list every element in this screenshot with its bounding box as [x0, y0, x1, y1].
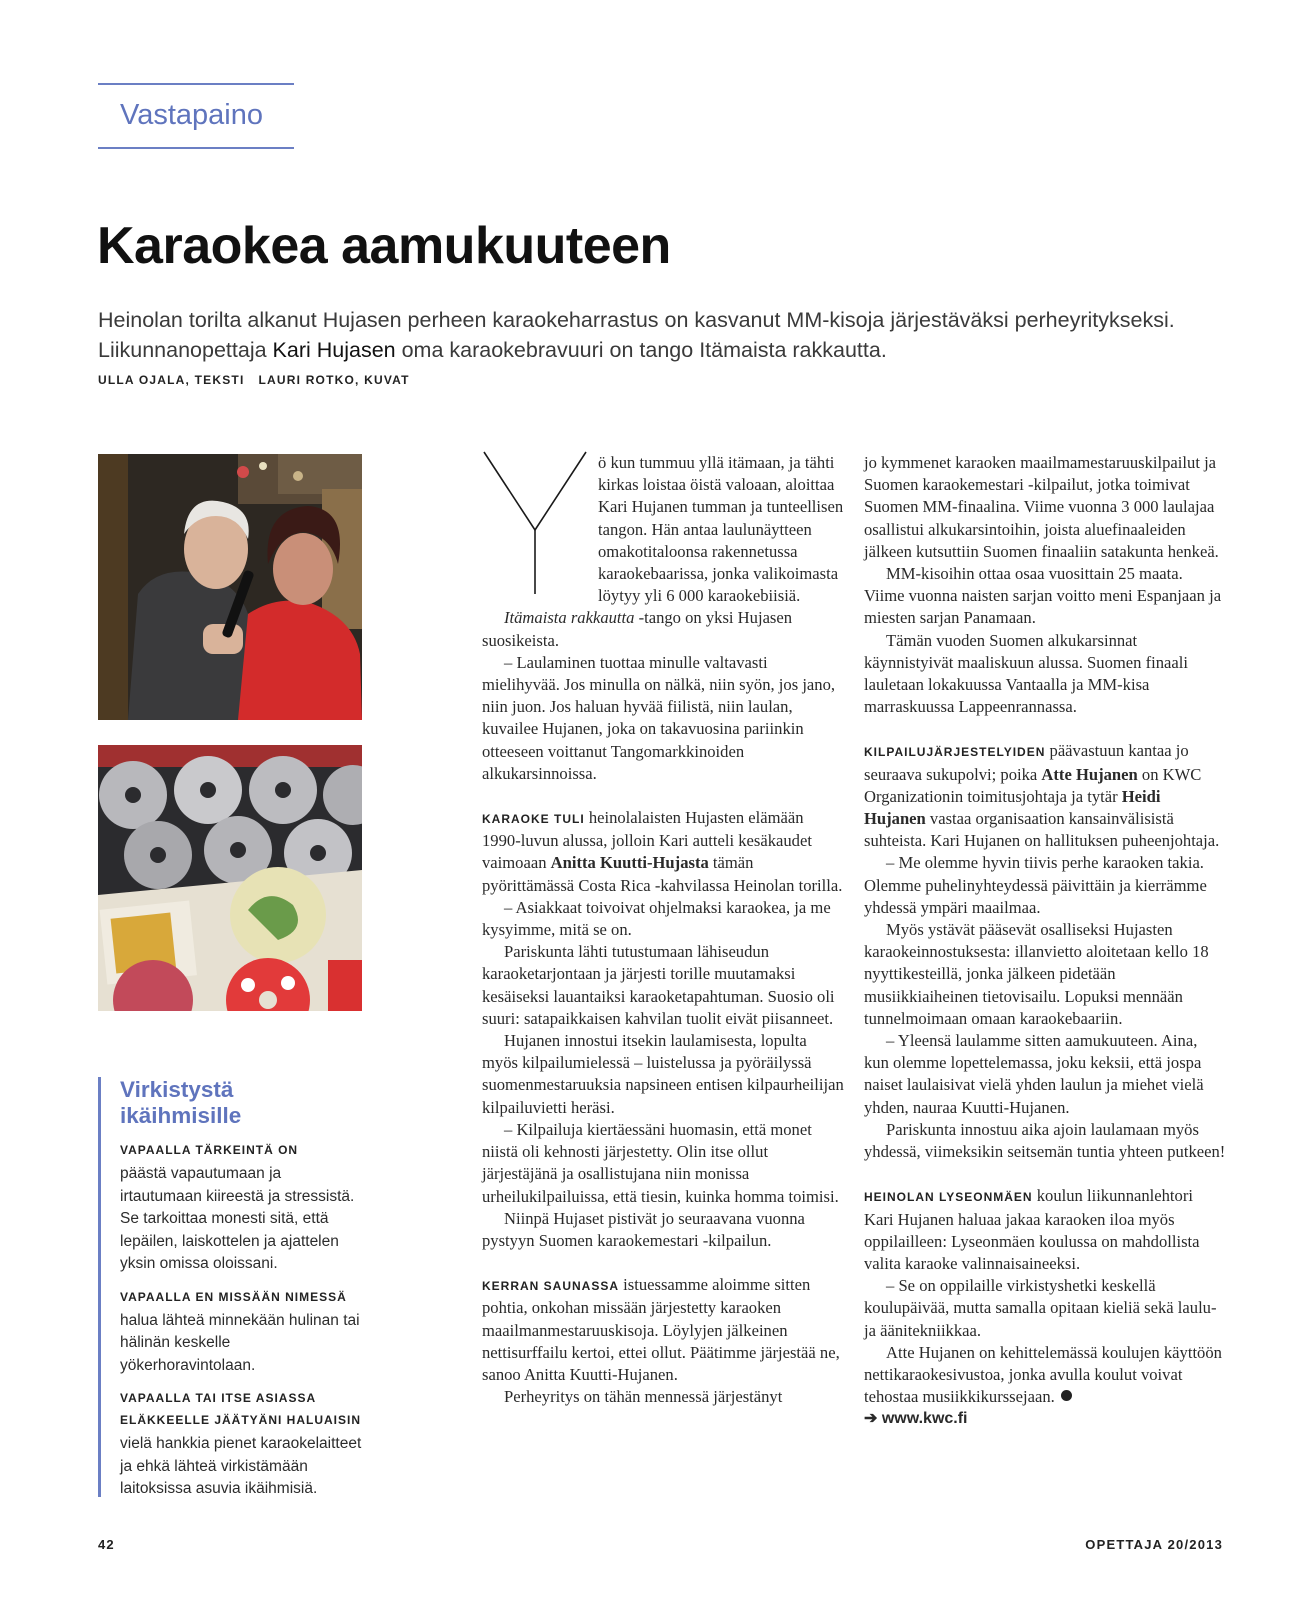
lead-paragraph	[98, 305, 1238, 365]
col2-s2-paragraph-2: – Asiakkaat toivoivat ohjelmaksi karaokea, ja me kysyimme, mitä se on.	[482, 897, 831, 940]
sidebar-question-1: VAPAALLA TÄRKEINTÄ ON	[120, 1143, 299, 1157]
sidebar-answer-3: vielä hankkia pienet karaokelaitteet ja ehkä lähteä virkistämään laitoksissa asuvia ikäihmisiä.	[120, 1435, 362, 1497]
page-number: 42	[98, 1537, 115, 1552]
col2-s2-paragraph-6: Niinpä Hujaset pistivät jo seuraavana vuonna pystyyn Suomen karaokemestari -kilpailun.	[482, 1208, 805, 1250]
col2-s3-paragraph-2: Perheyritys on tähän mennessä järjestänyt	[504, 1387, 783, 1407]
section-label: Vastapaino	[120, 99, 263, 131]
col3-s4-text-b: on KWC Organizationin toimitusjohtaja ja tytär	[864, 764, 1202, 806]
col3-s4-paragraph-5: Pariskunta innostuu aika ajoin laulamaan myös yhdessä, viimeksikin seitsemän tuntia yhteen putkeen!	[864, 1119, 1226, 1162]
col3-paragraph-3: Tämän vuoden Suomen alkukarsinnat käynnistyivät maaliskuun alussa. Suomen finaali lauletaan lokakuussa Vantaalla ja MM-kisa marraskuussa Lappeenrannassa.	[864, 630, 1188, 717]
lead-text-1: Heinolan torilta alkanut Hujasen perheen karaokeharrastus on kasvanut MM-kisoja järjestäväksi perheyritykseksi. Liikunnanopettaja	[98, 308, 1175, 362]
col3-s4-paragraph-2: – Me olemme hyvin tiivis perhe karaoken takia. Olemme puhelinyhteydessä päivittäin ja kierrämme yhdessä ympäri maailmaa.	[864, 853, 1207, 917]
sidebar-box	[98, 1077, 366, 1497]
col3-s5-paragraph-3	[864, 1342, 1226, 1409]
article-column-2	[482, 452, 844, 1408]
sidebar-answer-1: päästä vapautumaan ja irtautumaan kiireestä ja stressistä. Se tarkoittaa monesti sitä, että lepäilen, laiskottelen ja ajattelen yksin omissa oloissani.	[120, 1165, 355, 1272]
col3-s4-paragraph-4: – Yleensä laulamme sitten aamukuuteen. Aina, kun olemme lopettelemassa, joku keksii, että jospa naiset laulaisivat vielä yhden laulun ja miehet vielä yhden, nauraa Kuutti-Hujanen.	[864, 1031, 1204, 1117]
col3-s5-paragraph-3-text: Atte Hujanen on kehittelemässä koulujen käyttöön nettikaraokesivustoa, jonka avulla koulut voivat tehostaa musiikkikurssejaan.	[864, 1342, 1222, 1407]
sidebar-question-2: VAPAALLA EN MISSÄÄN NIMESSÄ	[120, 1289, 347, 1304]
col3-paragraph-1: jo kymmenet karaoken maailmamestaruuskilpailut ja Suomen karaokemestari -kilpailut, jotka toimivat Suomen MM-finaalina. Viime vuonna 3 000 laulajaa osallistui alkukarsintoihin, joista aluefinaaleiden jälkeen kutsuttiin Suomen finaaliin satakunta henkeä.	[864, 453, 1219, 561]
lead-name: Kari Hujasen	[272, 338, 396, 362]
col2-section-2	[482, 807, 844, 897]
couple-singing-illustration	[98, 454, 362, 720]
end-mark-icon	[1061, 1390, 1072, 1401]
byline-photos: LAURI ROTKO, KUVAT	[258, 373, 410, 387]
col2-s3-text: istuessamme aloimme sitten pohtia, onkohan missään järjestetty karaoken maailmanmestaruuskisoja. Löylyjen jälkeinen nettisurffailu kertoi, ettei ollut. Päätimme järjestää ne, sanoo Anitta Kuutti-Hujanen.	[482, 1275, 840, 1384]
dropcap-y	[480, 448, 590, 598]
byline-text: ULLA OJALA, TEKSTI	[98, 373, 245, 387]
col2-s2-paragraph-4: Hujanen innostui itsekin laulamisesta, lopulta myös kilpailumielessä – luistelussa ja pyöräilyssä suomenmestaruuksia napsineen entisen kilpaurheilijan kilpailuvietti heräsi.	[482, 1031, 844, 1117]
col3-s4-text-a: päävastuun kantaa jo seuraava sukupolvi; poika	[864, 741, 1189, 784]
col3-s4-paragraph-3: Myös ystävät pääsevät osalliseksi Hujasten karaokeinnostuksesta: illanvietto aloitetaan kello 18 nyyttikesteillä, jonka jälkeen pidetään musiikkiaiheinen tietovisailu. Lopuksi mennään tunnelmoimaan omaan karaokebaariin.	[864, 920, 1209, 1028]
sidebar-title-line-2: ikäihmisille	[120, 1103, 242, 1128]
sidebar-title	[120, 1077, 366, 1129]
col2-s2-name: Anitta Kuutti-Hujasta	[550, 853, 709, 873]
col2-song-title: Itämaista rakkautta	[504, 608, 635, 628]
col3-s4-name-2: Heidi Hujanen	[864, 786, 1161, 829]
col2-s2-paragraph-3: Pariskunta lähti tutustumaan lähiseudun karaoketarjontaan ja järjesti torille muutamaksi kesäiseksi lauantaiksi karaoketapahtuman. Suosio oli suuri: satapaikkaisen kahvilan tuolit eivät piisanneet.	[482, 942, 835, 1028]
sidebar-title-line-1: Virkistystä	[120, 1077, 234, 1102]
col2-s2-text-b: tämän pyörittämässä Costa Rica -kahvilassa Heinolan torilla.	[482, 853, 843, 895]
col3-s4-text-c: vastaa organisaation kansainvälisistä suhteista. Kari Hujanen on hallituksen puheenjohtaja.	[864, 809, 1220, 851]
headline: Karaokea aamukuuteen	[97, 217, 671, 275]
section-tag	[98, 83, 294, 149]
col3-paragraph-2: MM-kisoihin ottaa osaa vuosittain 25 maata. Viime vuonna naisten sarjan voitto meni Espanjaan ja miesten sarjan Panamaan.	[864, 564, 1222, 628]
col3-s4-name-1: Atte Hujanen	[1041, 764, 1138, 784]
col2-paragraph-1: ö kun tummuu yllä itämaan, ja tähti kirkas loistaa öistä valoaan, aloittaa Kari Hujanen tumman ja tunteellisen tangon. Hän antaa laulunäytteen omakotitaloonsa rakennetussa karaokebaarissa, jonka valikoimasta löytyy yli 6 000 karaokebiisiä.	[598, 453, 844, 606]
col3-section-4	[864, 740, 1226, 852]
col3-section-5	[864, 1185, 1226, 1275]
karaoke-discs-illustration	[98, 745, 362, 1011]
col2-section-3	[482, 1274, 844, 1386]
col3-lead-in-heinola: HEINOLAN LYSEONMÄEN	[864, 1190, 1033, 1205]
photo-karaoke-discs	[98, 745, 362, 1011]
sidebar-question-3: VAPAALLA TAI ITSE ASIASSA ELÄKKEELLE JÄÄTYÄNI HALUAISIN	[120, 1391, 362, 1427]
photo-couple-singing	[98, 454, 362, 720]
col2-paragraph-2	[482, 607, 844, 651]
col2-lead-in-karaoke: KARAOKE TULI	[482, 812, 585, 827]
byline	[98, 373, 410, 387]
lead-text-2: oma karaokebravuuri on tango Itämaista rakkautta.	[395, 338, 887, 362]
sidebar-answer-2: halua lähteä minnekään hulinan tai hälinän keskelle yökerhoravintolaan.	[120, 1311, 360, 1374]
col3-s5-text: koulun liikunnanlehtori Kari Hujanen haluaa jakaa karaoken iloa myös oppilailleen: Lyseonmäen koulussa on mahdollista valita karaoke valinnaisaineeksi.	[864, 1186, 1200, 1273]
col2-lead-in-saunassa: KERRAN SAUNASSA	[482, 1279, 620, 1294]
col2-paragraph-2-text: -tango on yksi Hujasen suosikeista.	[482, 608, 793, 650]
col2-s2-paragraph-5: – Kilpailuja kiertäessäni huomasin, että monet niistä oli kehnosti järjestetty. Olin itse ollut järjestäjänä ja osallistujana niin monissa urheilukilpailuissa, että tiesin, kuinka homma toimisi.	[482, 1119, 839, 1206]
col3-s5-paragraph-2: – Se on oppilaille virkistyshetki keskellä koulupäivää, mutta samalla opitaan kieliä sekä laulu- ja äänitekniikkaa.	[864, 1276, 1217, 1340]
col3-lead-in-kilpailu: KILPAILUJÄRJESTELYIDEN	[864, 745, 1046, 760]
col2-paragraph-3: – Laulaminen tuottaa minulle valtavasti mielihyvää. Jos minulla on nälkä, niin syön, jos jano, niin juon. Jos haluan hyvää fiilistä, niin laulan, kuvailee Hujanen, joka on takavuosina pariinkin otteeseen voittanut Tangomarkkinoiden alkukarsinnoissa.	[482, 652, 836, 783]
article-column-3	[864, 452, 1226, 1431]
col2-s2-text-a: heinolalaisten Hujasten elämään 1990-luvun alussa, jolloin Kari autteli kesäkaudet vaimoaan	[482, 808, 812, 873]
magazine-issue: OPETTAJA 20/2013	[1085, 1537, 1223, 1552]
website-link[interactable]: ➔ www.kwc.fi	[864, 1410, 968, 1428]
